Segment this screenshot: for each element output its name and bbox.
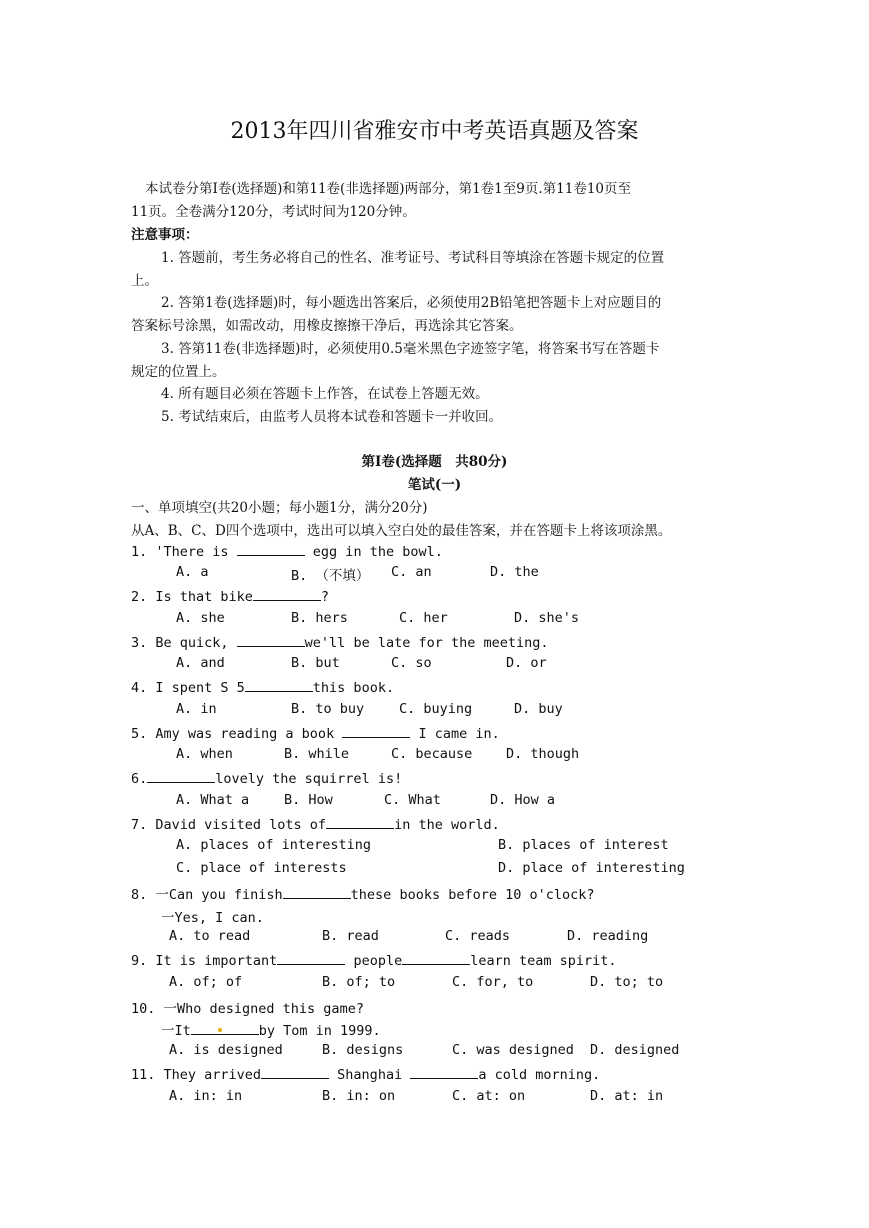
option-b: B. but bbox=[291, 655, 340, 671]
option-b: B. places of interest bbox=[498, 837, 669, 853]
question-8-reply: 一Yes, I can. bbox=[161, 910, 264, 926]
question-text: 8. 一Can you finish bbox=[131, 887, 283, 903]
part-instruction: 从A、B、C、D四个选项中，选出可以填入空白处的最佳答案，并在答题卡上将该项涂黑。 bbox=[131, 523, 672, 539]
option-a: A. to read bbox=[169, 928, 251, 944]
option-b: B. designs bbox=[322, 1042, 404, 1058]
answer-blank bbox=[245, 678, 313, 692]
notice-item: 上。 bbox=[131, 273, 158, 289]
question-text: this book. bbox=[312, 680, 395, 696]
question-text: lovely the squirrel is! bbox=[215, 771, 403, 787]
question-text: 5. Amy was reading a book bbox=[131, 726, 343, 742]
question-7 bbox=[131, 815, 500, 833]
option-d: D. though bbox=[506, 746, 580, 762]
answer-blank bbox=[402, 951, 470, 965]
answer-blank bbox=[261, 1065, 329, 1079]
question-text: 3. Be quick, bbox=[131, 635, 237, 651]
option-c: C. at: on bbox=[452, 1088, 526, 1104]
option-d: D. designed bbox=[590, 1042, 680, 1058]
answer-blank bbox=[277, 951, 345, 965]
answer-blank bbox=[237, 633, 305, 647]
option-a: A. What a bbox=[176, 792, 250, 808]
option-b: B. in: on bbox=[322, 1088, 396, 1104]
option-c: C. for, to bbox=[452, 974, 534, 990]
answer-blank bbox=[237, 542, 305, 556]
answer-blank bbox=[147, 769, 215, 783]
notice-heading: 注意事项： bbox=[131, 227, 199, 243]
question-2 bbox=[131, 587, 329, 605]
question-text: ? bbox=[320, 589, 330, 605]
question-4 bbox=[131, 678, 394, 696]
option-c: C. reads bbox=[445, 928, 511, 944]
question-text: people bbox=[345, 953, 403, 969]
question-text: by Tom in 1999. bbox=[258, 1023, 381, 1039]
notice-item: 规定的位置上。 bbox=[131, 364, 226, 380]
question-text: in the world. bbox=[394, 817, 500, 833]
option-b: B. （不填） bbox=[291, 568, 370, 584]
option-d: D. the bbox=[490, 564, 539, 580]
question-text: 2. Is that bike bbox=[131, 589, 253, 605]
question-text: we'll be late for the meeting. bbox=[304, 635, 549, 651]
option-a: A. of; of bbox=[169, 974, 243, 990]
question-text: learn team spirit. bbox=[470, 953, 617, 969]
notice-item: 1. 答题前，考生务必将自己的性名、准考证号、考试科目等填涂在答题卡规定的位置 bbox=[161, 250, 665, 266]
option-a: A. she bbox=[176, 610, 225, 626]
option-b: B. of; to bbox=[322, 974, 396, 990]
option-d: D. buy bbox=[514, 701, 563, 717]
answer-blank bbox=[253, 587, 321, 601]
option-c: C. What bbox=[384, 792, 441, 808]
question-text: egg in the bowl. bbox=[304, 544, 443, 560]
answer-blank bbox=[410, 1065, 478, 1079]
option-b: B. to buy bbox=[291, 701, 365, 717]
intro-line-2: 11页。全卷满分120分，考试时间为120分钟。 bbox=[131, 204, 416, 220]
answer-blank bbox=[342, 724, 410, 738]
option-b: B. while bbox=[284, 746, 350, 762]
question-10-reply bbox=[161, 1019, 381, 1039]
question-text: I came in. bbox=[410, 726, 500, 742]
question-10: 10. 一Who designed this game? bbox=[131, 1001, 364, 1017]
section-heading: 第Ⅰ卷(选择题 共80分) bbox=[361, 454, 508, 470]
question-text: 6. bbox=[131, 771, 148, 787]
section-subheading: 笔试(一) bbox=[407, 477, 462, 493]
question-8 bbox=[131, 883, 595, 903]
question-text: Shanghai bbox=[329, 1067, 411, 1083]
option-d: D. or bbox=[506, 655, 547, 671]
option-d: D. at: in bbox=[590, 1088, 664, 1104]
option-d: D. to; to bbox=[590, 974, 664, 990]
notice-item: 2. 答第1卷(选择题)时，每小题选出答案后，必须使用2B铅笔把答题卡上对应题目的 bbox=[161, 295, 662, 311]
option-d: D. place of interesting bbox=[498, 860, 685, 876]
option-a: A. places of interesting bbox=[176, 837, 372, 853]
option-a: A. and bbox=[176, 655, 225, 671]
question-5 bbox=[131, 724, 500, 742]
notice-item: 3. 答第11卷(非选择题)时，必须使用0.5毫米黑色字迹签字笔，将答案书写在答题卡 bbox=[161, 341, 660, 357]
question-3 bbox=[131, 633, 549, 651]
option-c: C. an bbox=[391, 564, 432, 580]
question-1 bbox=[131, 542, 443, 560]
option-a: A. is designed bbox=[169, 1042, 283, 1058]
option-b: B. hers bbox=[291, 610, 348, 626]
question-text: 一It bbox=[161, 1023, 191, 1039]
question-text: 1. 'There is bbox=[131, 544, 237, 560]
option-c: C. because bbox=[391, 746, 473, 762]
intro-line-1: 本试卷分第Ⅰ卷(选择题)和第11卷(非选择题)两部分，第1卷1至9页.第11卷10页至 bbox=[145, 181, 631, 197]
question-11 bbox=[131, 1065, 600, 1083]
option-d: D. she's bbox=[514, 610, 580, 626]
option-a: A. a bbox=[176, 564, 209, 580]
question-text: 9. It is important bbox=[131, 953, 278, 969]
part-heading: 一、单项填空(共20小题；每小题1分，满分20分) bbox=[131, 500, 428, 516]
answer-blank bbox=[191, 1021, 259, 1035]
question-text: these books before 10 o'clock? bbox=[350, 887, 595, 903]
option-a: A. in: in bbox=[169, 1088, 243, 1104]
option-c: C. was designed bbox=[452, 1042, 574, 1058]
question-6 bbox=[131, 769, 402, 787]
question-9 bbox=[131, 951, 617, 969]
notice-item: 答案标号涂黑，如需改动，用橡皮擦擦干净后，再选涂其它答案。 bbox=[131, 318, 523, 334]
answer-blank bbox=[326, 815, 394, 829]
option-c: C. buying bbox=[399, 701, 473, 717]
question-text: a cold morning. bbox=[478, 1067, 601, 1083]
question-text: 7. David visited lots of bbox=[131, 817, 327, 833]
notice-item: 5. 考试结束后，由监考人员将本试卷和答题卡一并收回。 bbox=[161, 409, 503, 425]
option-d: D. reading bbox=[567, 928, 649, 944]
option-d: D. How a bbox=[490, 792, 556, 808]
option-c: C. so bbox=[391, 655, 432, 671]
option-a: A. when bbox=[176, 746, 233, 762]
option-c: C. her bbox=[399, 610, 448, 626]
option-a: A. in bbox=[176, 701, 217, 717]
option-c: C. place of interests bbox=[176, 860, 347, 876]
highlight-dot-icon bbox=[218, 1028, 222, 1032]
notice-item: 4. 所有题目必须在答题卡上作答，在试卷上答题无效。 bbox=[161, 386, 489, 402]
page-title: 2013年四川省雅安市中考英语真题及答案 bbox=[230, 119, 639, 144]
option-b: B. read bbox=[322, 928, 379, 944]
answer-blank bbox=[283, 885, 351, 899]
question-text: 4. I spent S 5 bbox=[131, 680, 245, 696]
question-text: 11. They arrived bbox=[131, 1067, 262, 1083]
option-b: B. How bbox=[284, 792, 333, 808]
